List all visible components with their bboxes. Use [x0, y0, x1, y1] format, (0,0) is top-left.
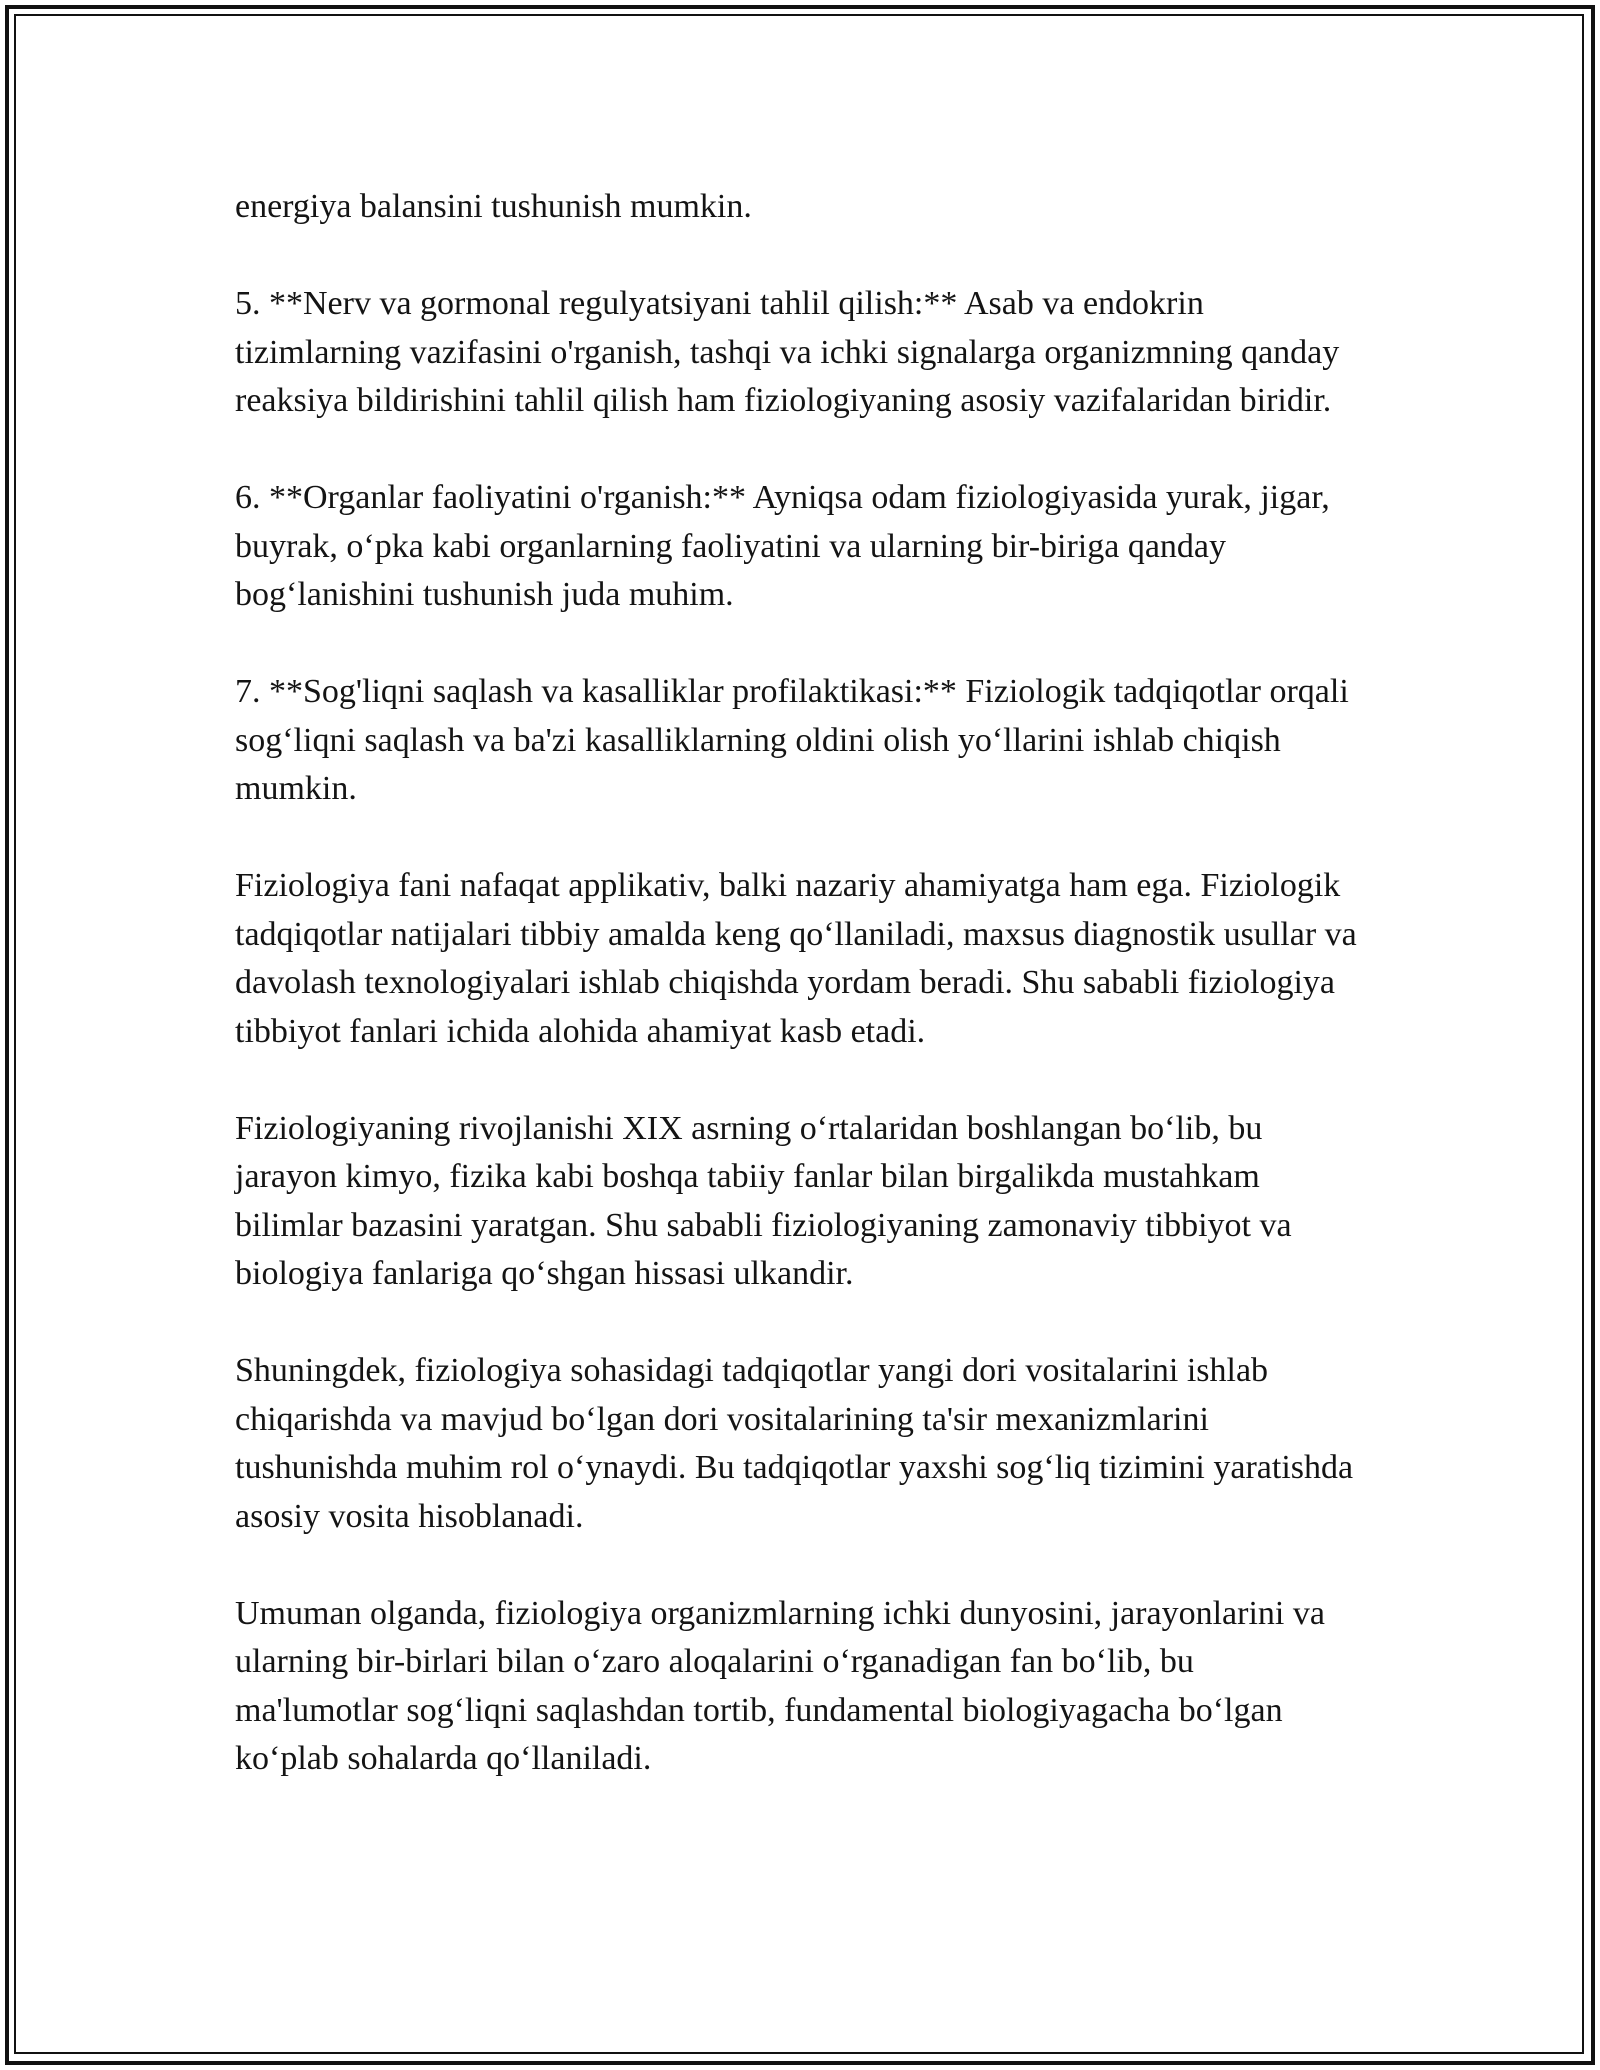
document-body — [235, 183, 1365, 1784]
paragraph-history: Fiziologiyaning rivojlanishi XIX asrning o‘rtalaridan boshlangan bo‘lib, bu jarayon kimyo, fizika kabi boshqa tabiiy fanlar bilan birgalikda mustahkam bilimlar bazasini yaratgan. Shu sababli fiziologiyaning zamonaviy tibbiyot va biologiya fanlariga qo‘shgan hissasi ulkandir. — [235, 1109, 1292, 1292]
paragraph-importance: Fiziologiya fani nafaqat applikativ, balki nazariy ahamiyatga ham ega. Fiziologik tadqiqotlar natijalari tibbiy amalda keng qo‘llaniladi, maxsus diagnostik usullar va davolash texnologiyalari ishlab chiqishda yordam beradi. Shu sababli fiziologiya tibbiyot fanlari ichida alohida ahamiyat kasb etadi. — [235, 867, 1357, 1050]
paragraph-item-7: 7. **Sog'liqni saqlash va kasalliklar profilaktikasi:** Fiziologik tadqiqotlar orqali sog‘liqni saqlash va ba'zi kasalliklarning oldini olish yo‘llarini ishlab chiqish mumkin. — [235, 673, 1349, 807]
paragraph-research: Shuningdek, fiziologiya sohasidagi tadqiqotlar yangi dori vositalarini ishlab chiqarishda va mavjud bo‘lgan dori vositalarining ta'sir mexanizmlarini tushunishda muhim rol o‘ynaydi. Bu tadqiqotlar yaxshi sog‘liq tizimini yaratishda asosiy vosita hisoblanadi. — [235, 1352, 1354, 1535]
paragraph-item-5: 5. **Nerv va gormonal regulyatsiyani tahlil qilish:** Asab va endokrin tizimlarning vazifasini o'rganish, tashqi va ichki signalarga organizmning qanday reaksiya bildirishini tahlil qilish ham fiziologiyaning asosiy vazifalaridan biridir. — [235, 285, 1340, 419]
paragraph-conclusion: Umuman olganda, fiziologiya organizmlarning ichki dunyosini, jarayonlarini va ularning bir-birlari bilan o‘zaro aloqalarini o‘rganadigan fan bo‘lib, bu ma'lumotlar sog‘liqni saqlashdan tortib, fundamental biologiyagacha bo‘lgan ko‘plab sohalarda qo‘llaniladi. — [235, 1594, 1325, 1777]
paragraph-continuation: energiya balansini tushunish mumkin. — [235, 188, 752, 225]
paragraph-item-6: 6. **Organlar faoliyatini o'rganish:** Ayniqsa odam fiziologiyasida yurak, jigar, buyrak, o‘pka kabi organlarning faoliyatini va ularning bir-biriga qanday bog‘lanishini tushunish juda muhim. — [235, 479, 1330, 613]
